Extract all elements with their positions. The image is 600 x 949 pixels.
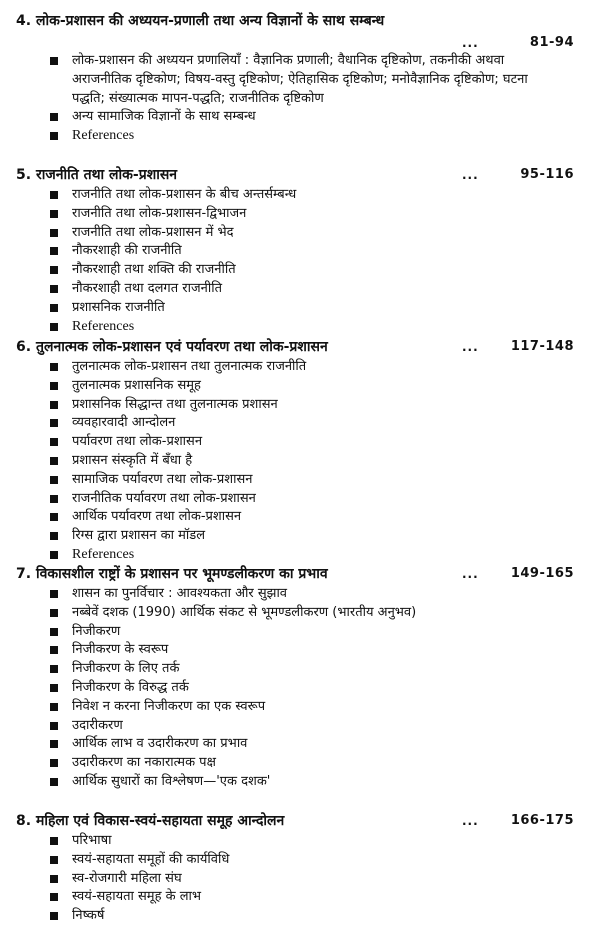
square-bullet-icon: [50, 759, 58, 767]
list-item: राजनीतिक पर्यावरण तथा लोक-प्रशासन: [0, 490, 600, 509]
list-item: प्रशासनिक राजनीति: [0, 299, 600, 318]
chapter-6: [0, 336, 600, 565]
list-item: निजीकरण के विरुद्ध तर्क: [0, 679, 600, 698]
page-range: 81-94: [529, 35, 574, 50]
chapter-number: 6.: [16, 339, 32, 355]
square-bullet-icon: [50, 912, 58, 920]
list-item: स्व-रोजगारी महिला संघ: [0, 870, 600, 889]
chapter-7: [0, 563, 600, 792]
chapter-title: राजनीति तथा लोक-प्रशासन: [36, 167, 178, 183]
leader-dots: ...: [462, 36, 479, 50]
leader-dots: ...: [462, 168, 479, 182]
square-bullet-icon: [50, 628, 58, 636]
square-bullet-icon: [50, 665, 58, 673]
square-bullet-icon: [50, 875, 58, 883]
chapter-item-list: [0, 585, 600, 792]
chapter-item-list: [0, 358, 600, 565]
list-item: नौकरशाही की राजनीति: [0, 242, 600, 261]
square-bullet-icon: [50, 132, 58, 140]
chapter-item-list: [0, 832, 600, 926]
list-item: References: [0, 546, 600, 565]
square-bullet-icon: [50, 476, 58, 484]
list-item: तुलनात्मक प्रशासनिक समूह: [0, 377, 600, 396]
list-item: व्यवहारवादी आन्दोलन: [0, 414, 600, 433]
list-item: निवेश न करना निजीकरण का एक स्वरूप: [0, 698, 600, 717]
square-bullet-icon: [50, 266, 58, 274]
chapter-item-list: [0, 52, 600, 146]
square-bullet-icon: [50, 363, 58, 371]
square-bullet-icon: [50, 57, 58, 65]
list-item: नौकरशाही तथा शक्ति की राजनीति: [0, 261, 600, 280]
list-item: निजीकरण के स्वरूप: [0, 641, 600, 660]
list-item: प्रशासन संस्कृति में बँधा है: [0, 452, 600, 471]
square-bullet-icon: [50, 495, 58, 503]
list-item: References: [0, 318, 600, 337]
page-range: 95-116: [520, 167, 574, 182]
square-bullet-icon: [50, 285, 58, 293]
list-item: प्रशासनिक सिद्धान्त तथा तुलनात्मक प्रशासन: [0, 396, 600, 415]
square-bullet-icon: [50, 382, 58, 390]
square-bullet-icon: [50, 323, 58, 331]
square-bullet-icon: [50, 893, 58, 901]
leader-dots: ...: [462, 567, 479, 581]
square-bullet-icon: [50, 438, 58, 446]
square-bullet-icon: [50, 210, 58, 218]
list-item: राजनीति तथा लोक-प्रशासन में भेद: [0, 224, 600, 243]
chapter-4: [0, 10, 600, 146]
list-item: राजनीति तथा लोक-प्रशासन के बीच अन्तर्सम्बन्ध: [0, 186, 600, 205]
list-item: आर्थिक सुधारों का विश्लेषण—'एक दशक': [0, 773, 600, 792]
list-item: तुलनात्मक लोक-प्रशासन तथा तुलनात्मक राजनीति: [0, 358, 600, 377]
leader-dots: ...: [462, 814, 479, 828]
square-bullet-icon: [50, 401, 58, 409]
square-bullet-icon: [50, 513, 58, 521]
chapter-number: 5.: [16, 167, 32, 183]
leader-dots: ...: [462, 340, 479, 354]
list-item: परिभाषा: [0, 832, 600, 851]
square-bullet-icon: [50, 113, 58, 121]
list-item: स्वयं-सहायता समूह के लाभ: [0, 888, 600, 907]
square-bullet-icon: [50, 740, 58, 748]
square-bullet-icon: [50, 551, 58, 559]
list-item: पर्यावरण तथा लोक-प्रशासन: [0, 433, 600, 452]
chapter-5: [0, 164, 600, 336]
chapter-heading: [0, 10, 600, 50]
list-item: निजीकरण: [0, 623, 600, 642]
list-item: उदारीकरण का नकारात्मक पक्ष: [0, 754, 600, 773]
list-item: References: [0, 127, 600, 146]
page-range: 117-148: [510, 339, 574, 354]
list-item: सामाजिक पर्यावरण तथा लोक-प्रशासन: [0, 471, 600, 490]
chapter-title: लोक-प्रशासन की अध्ययन-प्रणाली तथा अन्य विज्ञानों के साथ सम्बन्ध: [36, 13, 385, 29]
square-bullet-icon: [50, 684, 58, 692]
square-bullet-icon: [50, 722, 58, 730]
square-bullet-icon: [50, 837, 58, 845]
list-item: निजीकरण के लिए तर्क: [0, 660, 600, 679]
square-bullet-icon: [50, 778, 58, 786]
square-bullet-icon: [50, 609, 58, 617]
list-item: रिग्स द्वारा प्रशासन का मॉडल: [0, 527, 600, 546]
square-bullet-icon: [50, 229, 58, 237]
square-bullet-icon: [50, 304, 58, 312]
chapter-heading: [0, 336, 600, 358]
chapter-number: 4.: [16, 13, 32, 29]
chapter-title: महिला एवं विकास-स्वयं-सहायता समूह आन्दोलन: [36, 813, 285, 829]
list-item: उदारीकरण: [0, 717, 600, 736]
list-item: नब्बेवें दशक (1990) आर्थिक संकट से भूमण्डलीकरण (भारतीय अनुभव): [0, 604, 600, 623]
square-bullet-icon: [50, 856, 58, 864]
list-item: आर्थिक पर्यावरण तथा लोक-प्रशासन: [0, 508, 600, 527]
square-bullet-icon: [50, 590, 58, 598]
chapter-heading: [0, 563, 600, 585]
chapter-heading: [0, 164, 600, 186]
chapter-number: 8.: [16, 813, 32, 829]
square-bullet-icon: [50, 247, 58, 255]
square-bullet-icon: [50, 646, 58, 654]
list-item: शासन का पुनर्विचार : आवश्यकता और सुझाव: [0, 585, 600, 604]
list-item: अन्य सामाजिक विज्ञानों के साथ सम्बन्ध: [0, 108, 600, 127]
list-item: आर्थिक लाभ व उदारीकरण का प्रभाव: [0, 735, 600, 754]
square-bullet-icon: [50, 191, 58, 199]
chapter-number: 7.: [16, 566, 32, 582]
list-item: राजनीति तथा लोक-प्रशासन-द्विभाजन: [0, 205, 600, 224]
chapter-title: तुलनात्मक लोक-प्रशासन एवं पर्यावरण तथा लोक-प्रशासन: [36, 339, 328, 355]
chapter-item-list: [0, 186, 600, 336]
square-bullet-icon: [50, 419, 58, 427]
list-item: स्वयं-सहायता समूहों की कार्यविधि: [0, 851, 600, 870]
square-bullet-icon: [50, 457, 58, 465]
square-bullet-icon: [50, 532, 58, 540]
chapter-title: विकासशील राष्ट्रों के प्रशासन पर भूमण्डलीकरण का प्रभाव: [36, 566, 328, 582]
page-range: 166-175: [510, 813, 574, 828]
chapter-heading: [0, 810, 600, 832]
list-item: निष्कर्ष: [0, 907, 600, 926]
square-bullet-icon: [50, 703, 58, 711]
list-item: लोक-प्रशासन की अध्ययन प्रणालियाँ : वैज्ञानिक प्रणाली; वैधानिक दृष्टिकोण, तकनीकी अथवा अराजनीतिक दृष्टिकोण; विषय-वस्तु दृष्टिकोण; ऐतिहासिक दृष्टिकोण; मनोवैज्ञानिक दृष्टिकोण; घटना पद्धति; संख्यात्मक मापन-पद्धति; राजनीतिक दृष्टिकोण: [0, 52, 600, 108]
page-range: 149-165: [510, 566, 574, 581]
chapter-8: [0, 810, 600, 926]
list-item: नौकरशाही तथा दलगत राजनीति: [0, 280, 600, 299]
